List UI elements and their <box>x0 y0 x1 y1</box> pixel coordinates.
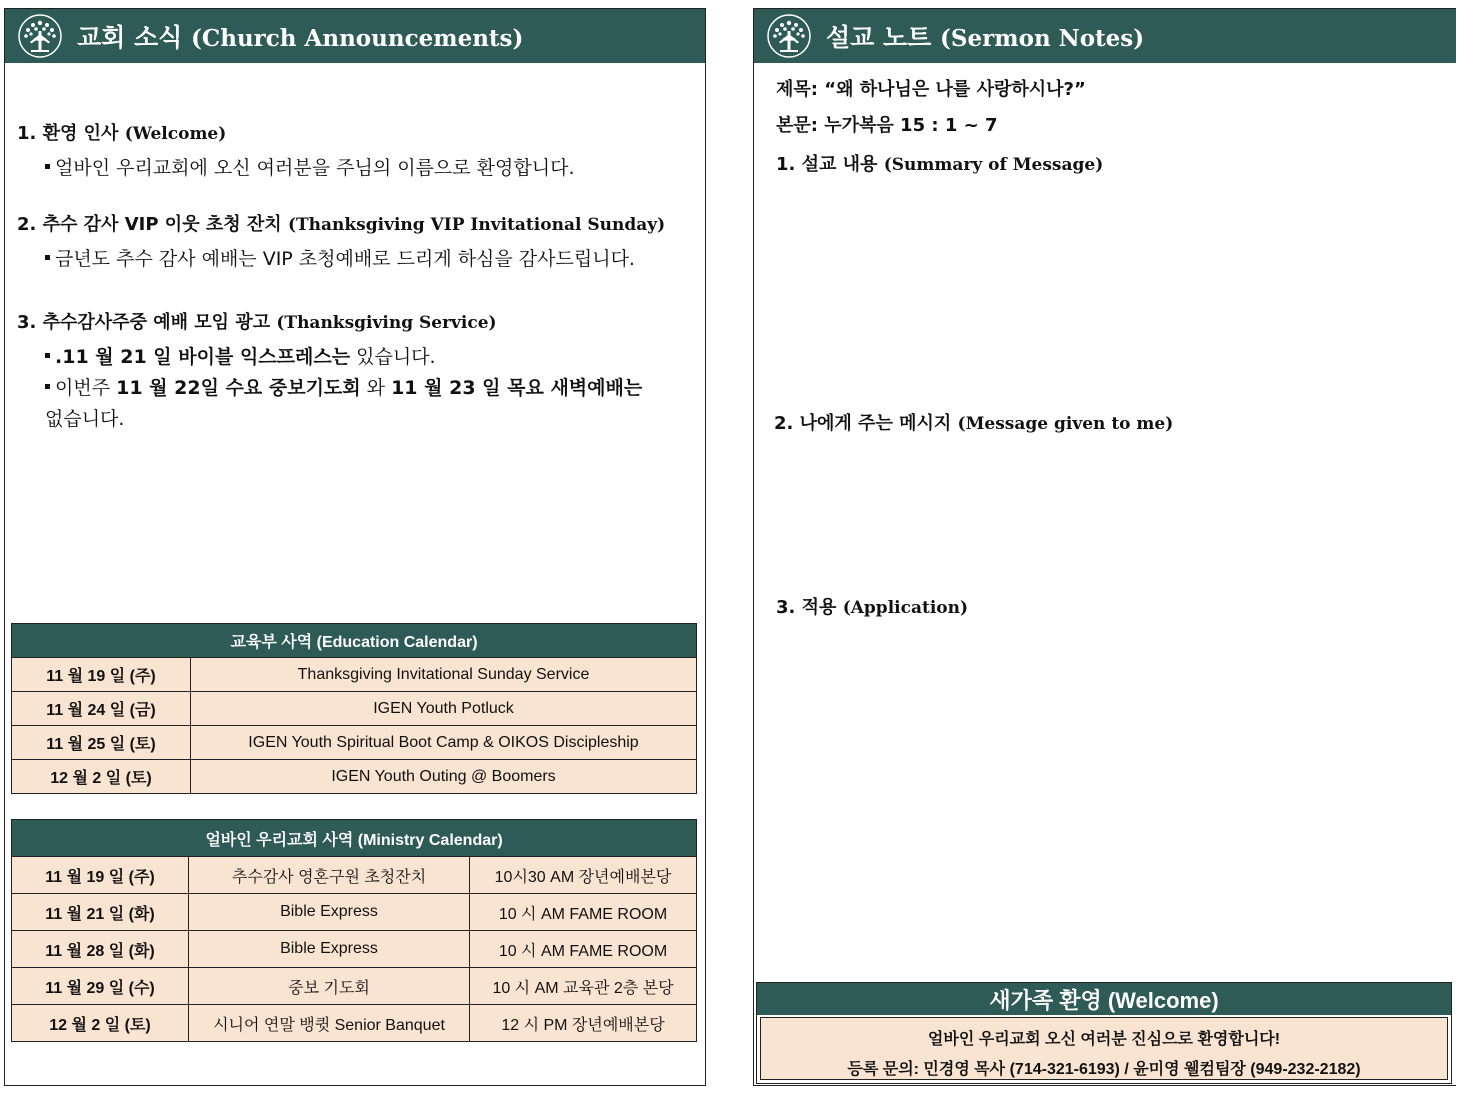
tree-cross-logo-icon <box>766 13 812 59</box>
application-section-title: 3. 적용 (Application) <box>776 597 969 618</box>
newcomer-welcome-box <box>756 982 1452 1084</box>
ministry-date: 11 월 28 일 (화) <box>12 931 189 968</box>
sermon-title-ko: 설교 노트 <box>826 23 932 52</box>
ministry-place: 12 시 PM 장년예배본당 <box>470 1005 697 1042</box>
newcomer-line-1: 얼바인 우리교회 오신 여러분 진심으로 환영합니다! <box>927 1031 1281 1048</box>
edu-event: IGEN Youth Outing @ Boomers <box>191 760 697 794</box>
newcomer-title: 새가족 환영 (Welcome) <box>757 983 1451 1015</box>
table-row <box>12 894 697 931</box>
table-row <box>12 1005 697 1042</box>
edu-date: 11 월 19 일 (주) <box>12 658 191 692</box>
edu-event: Thanksgiving Invitational Sunday Service <box>191 658 697 692</box>
announcements-title-ko: 교회 소식 <box>77 23 183 52</box>
edu-event: IGEN Youth Spiritual Boot Camp & OIKOS Discipleship <box>191 726 697 760</box>
ministry-event: 중보 기도회 <box>189 968 470 1005</box>
table-row <box>12 857 697 894</box>
ministry-place: 10 시 AM FAME ROOM <box>470 894 697 931</box>
ministry-date: 12 월 2 일 (토) <box>12 1005 189 1042</box>
service-section-title: 3. 추수감사주중 예배 모임 광고 (Thanksgiving Service) <box>17 312 497 333</box>
edu-date: 12 월 2 일 (토) <box>12 760 191 794</box>
ministry-place: 10 시 AM FAME ROOM <box>470 931 697 968</box>
table-row <box>12 692 697 726</box>
edu-event: IGEN Youth Potluck <box>191 692 697 726</box>
sermon-header <box>754 9 1456 63</box>
service-line-3: 없습니다. <box>45 408 125 430</box>
sermon-notes-panel <box>753 8 1456 1086</box>
ministry-event: 시니어 연말 뱅큇 Senior Banquet <box>189 1005 470 1042</box>
announcements-header <box>5 9 705 63</box>
announcements-title-en: (Church Announcements) <box>191 25 524 52</box>
education-calendar-title: 교육부 사역 (Education Calendar) <box>12 624 697 658</box>
table-row <box>12 726 697 760</box>
sermon-title-en: (Sermon Notes) <box>940 25 1145 52</box>
message-section-title: 2. 나에게 주는 메시지 (Message given to me) <box>774 413 1174 434</box>
tree-cross-logo-icon <box>17 13 63 59</box>
table-row <box>12 760 697 794</box>
table-row <box>12 658 697 692</box>
bullet-icon <box>45 384 50 389</box>
church-announcements-panel <box>4 8 706 1086</box>
ministry-date: 11 월 29 일 (수) <box>12 968 189 1005</box>
newcomer-line-2: 등록 문의: 민경영 목사 (714-321-6193) / 윤미영 웰컴팀장 (949-232-2182) <box>847 1061 1361 1078</box>
ministry-event: Bible Express <box>189 931 470 968</box>
ministry-calendar-table <box>11 819 697 1042</box>
ministry-place: 10 시 AM 교육관 2층 본당 <box>470 968 697 1005</box>
sermon-subject: 제목: “왜 하나님은 나를 사랑하시나?” <box>776 79 1086 100</box>
edu-date: 11 월 24 일 (금) <box>12 692 191 726</box>
sermon-passage: 본문: 누가복음 15 : 1 ~ 7 <box>776 115 998 136</box>
bullet-icon <box>45 255 50 260</box>
service-line-1: .11 월 21 일 바이블 익스프레스는 있습니다. <box>45 342 436 369</box>
bullet-icon <box>45 164 50 169</box>
ministry-event: Bible Express <box>189 894 470 931</box>
newcomer-body <box>760 1017 1448 1080</box>
table-row <box>12 968 697 1005</box>
summary-section-title: 1. 설교 내용 (Summary of Message) <box>776 154 1104 175</box>
welcome-text: 얼바인 우리교회에 오신 여러분을 주님의 이름으로 환영합니다. <box>45 153 574 180</box>
vip-section-title: 2. 추수 감사 VIP 이웃 초청 잔치 (Thanksgiving VIP Invitational Sunday) <box>17 214 666 235</box>
table-row <box>12 931 697 968</box>
ministry-event: 추수감사 영혼구원 초청잔치 <box>189 857 470 894</box>
ministry-date: 11 월 19 일 (주) <box>12 857 189 894</box>
education-calendar-table <box>11 623 697 794</box>
ministry-calendar-title: 얼바인 우리교회 사역 (Ministry Calendar) <box>12 820 697 857</box>
service-line-2: 이번주 11 월 22일 수요 중보기도회 와 11 월 23 일 목요 새벽예배는 <box>45 373 642 400</box>
ministry-place: 10시30 AM 장년예배본당 <box>470 857 697 894</box>
bullet-icon <box>45 353 50 358</box>
vip-text: 금년도 추수 감사 예배는 VIP 초청예배로 드리게 하심을 감사드립니다. <box>45 244 635 271</box>
welcome-section-title: 1. 환영 인사 (Welcome) <box>17 123 227 144</box>
ministry-date: 11 월 21 일 (화) <box>12 894 189 931</box>
edu-date: 11 월 25 일 (토) <box>12 726 191 760</box>
